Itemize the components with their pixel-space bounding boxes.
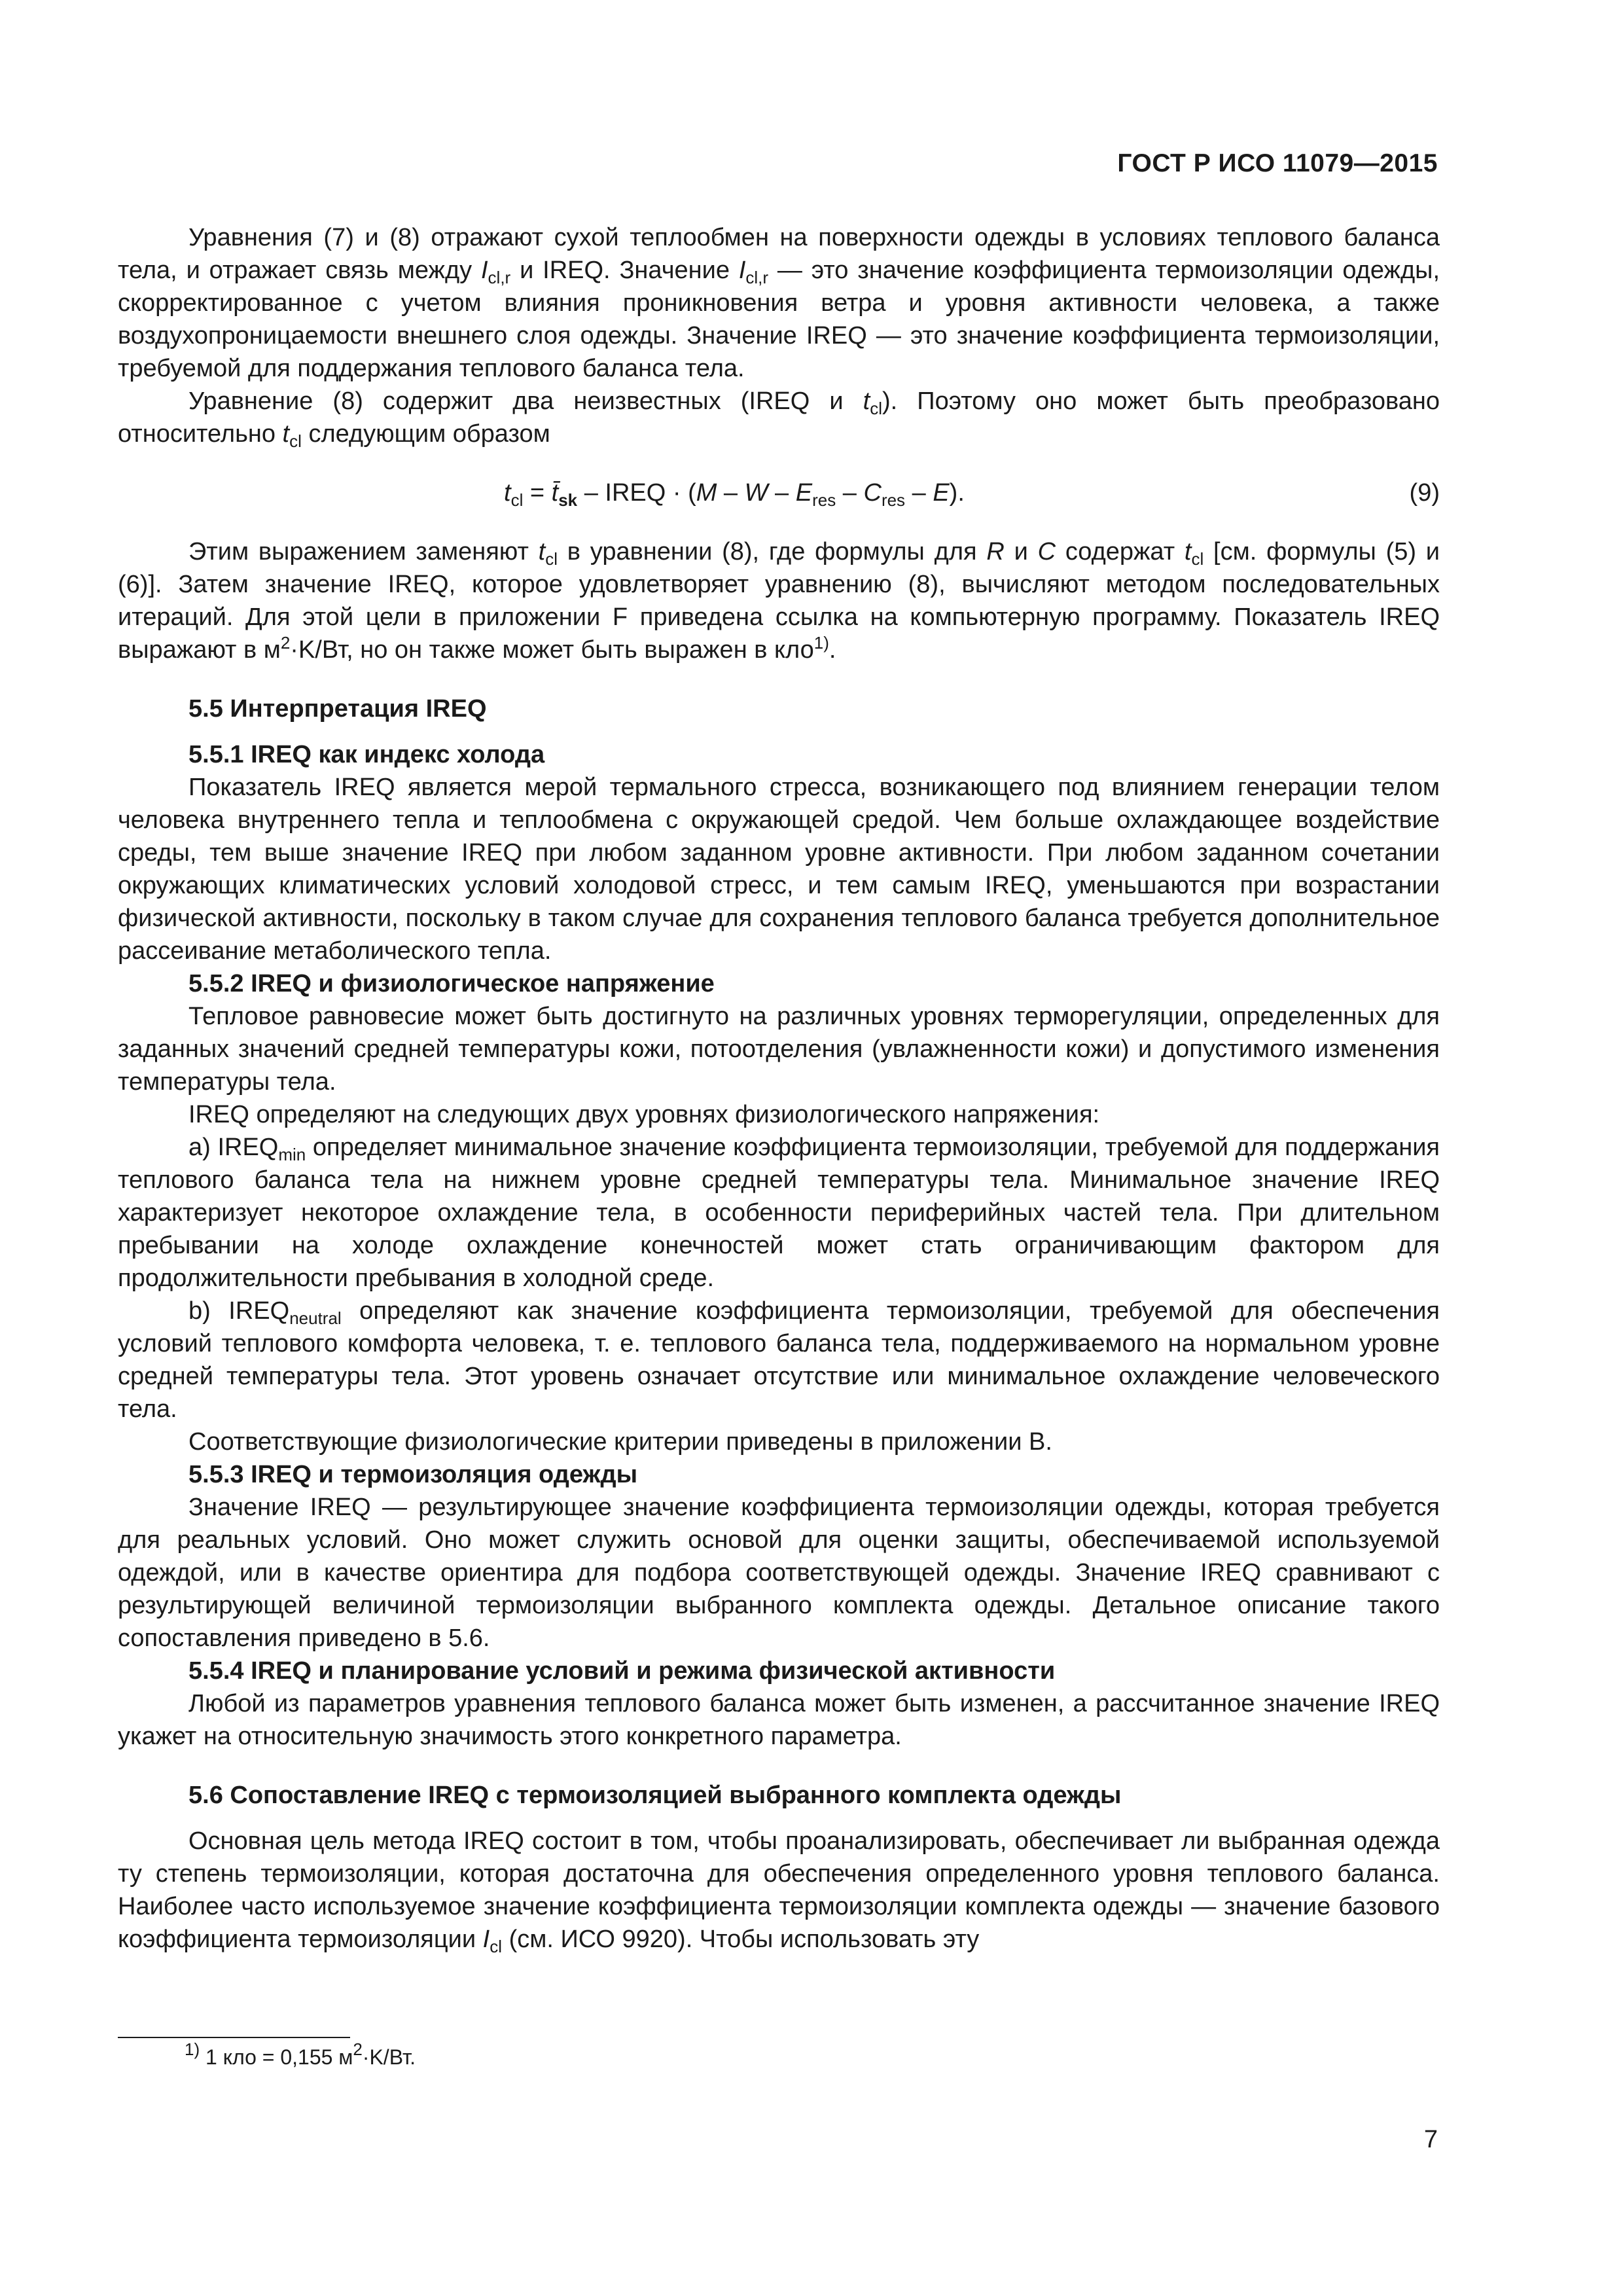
- paragraph-iteration: Этим выражением заменяют $t_{cl}$ в уравнении (8), где формулы для R и C содержат $t_{cl}$ [см. формулы (5) и (6)]. Затем значение IREQ, которое удовлетворяет уравнению (8), вычисляют методом последовательных итераций. Для этой цели в приложении F приведена ссылка на компьютерную программу. Показатель IREQ выражают в $м^2\cdot K/Вт$, но он также может быть выражен в кло$^{1)}$.: [118, 538, 1440, 664]
- equation-9: [118, 457, 1440, 529]
- footnote: $^{1)}$ 1 кло = 0,155 $м^2\cdot K/Вт$.: [185, 2039, 416, 2069]
- section-heading-5-5: 5.5 Интерпретация IREQ: [188, 695, 487, 723]
- paragraph-5-5-2-b: IREQ определяют на следующих двух уровнях физиологического напряжения:: [188, 1101, 1100, 1128]
- list-item-ireq-min: а) $IREQ_{min}$ определяет минимальное значение коэффициента термоизоляции, требуемой для поддержания теплового баланса тела на нижнем уровне средней температуры тела. Минимальное значение IREQ характеризует некоторое охлаждение тела, в особенности периферийных частей тела. При длительном пребывании на холоде охлаждение конечностей может стать ограничивающим фактором для продолжительности пребывания в холодной среде.: [118, 1134, 1440, 1292]
- section-heading-5-6: 5.6 Сопоставление IREQ с термоизоляцией выбранного комплекта одежды: [188, 1782, 1122, 1809]
- paragraph-equation-8: Уравнение (8) содержит два неизвестных (IREQ и $t_{cl}$). Поэтому оно может быть преобразовано относительно $t_{cl}$ следующим образом: [118, 387, 1440, 451]
- paragraph-5-5-2-a: Тепловое равновесие может быть достигнуто на различных уровнях терморегуляции, определенных для заданных значений средней температуры кожи, потоотделения (увлажненности кожи) и допустимого изменения температуры тела.: [118, 1003, 1440, 1096]
- paragraph-5-5-1: Показатель IREQ является мерой термального стресса, возникающего под влиянием генерации телом человека внутреннего тепла и теплообмена с окружающей средой. Чем больше охлаждающее воздействие среды, тем выше значение IREQ при любом заданном уровне активности. При любом заданном сочетании окружающих климатических условий холодовой стресс, и тем самым IREQ, уменьшаются при возрастании физической активности, поскольку в таком случае для сохранения теплового баланса требуется дополнительное рассеивание метаболического тепла.: [118, 774, 1440, 965]
- section-heading-5-5-3: 5.5.3 IREQ и термоизоляция одежды: [188, 1461, 638, 1488]
- footnote-divider: [118, 2037, 350, 2038]
- standard-header: ГОСТ Р ИСО 11079—2015: [1117, 149, 1438, 177]
- equation-number: (9): [1409, 479, 1440, 507]
- page-number: 7: [1423, 2126, 1438, 2153]
- section-heading-5-5-1: 5.5.1 IREQ как индекс холода: [188, 741, 545, 768]
- list-item-ireq-neutral: b) $IREQ_{neutral}$ определяют как значение коэффициента термоизоляции, требуемой для обеспечения условий теплового комфорта человека, т. е. теплового баланса тела, поддерживаемого на нормальном уровне средней температуры тела. Этот уровень означает отсутствие или минимальное охлаждение человеческого тела.: [118, 1297, 1440, 1423]
- paragraph-5-5-3: Значение IREQ — результирующее значение коэффициента термоизоляции одежды, которая требуется для реальных условий. Оно может служить основой для оценки защиты, обеспечиваемой используемой одеждой, или в качестве ориентира для подбора соответствующей одежды. Значение IREQ сравнивают с результирующей величиной термоизоляции выбранного комплекта одежды. Детальное описание такого сопоставления приведено в 5.6.: [118, 1494, 1440, 1652]
- section-heading-5-5-4: 5.5.4 IREQ и планирование условий и режима физической активности: [188, 1657, 1056, 1685]
- paragraph-5-5-2-criteria: Соответствующие физиологические критерии приведены в приложении В.: [188, 1428, 1052, 1456]
- paragraph-5-5-4: Любой из параметров уравнения теплового баланса может быть изменен, а рассчитанное значение IREQ укажет на относительную значимость этого конкретного параметра.: [118, 1690, 1440, 1750]
- paragraph-5-6: Основная цель метода IREQ состоит в том, чтобы проанализировать, обеспечивает ли выбранная одежда ту степень термоизоляции, которая достаточна для обеспечения определенного уровня теплового баланса. Наиболее часто используемое значение коэффициента термоизоляции комплекта одежды — значение базового коэффициента термоизоляции $I_{cl}$ (см. ИСО 9920). Чтобы использовать эту: [118, 1827, 1440, 1956]
- page-content: [118, 221, 1440, 1956]
- paragraph-equations-7-8: Уравнения (7) и (8) отражают сухой теплообмен на поверхности одежды в условиях теплового баланса тела, и отражает связь между $I_{cl,r}$ и IREQ. Значение $I_{cl,r}$ — это значение коэффициента термоизоляции одежды, скорректированное с учетом влияния проникновения ветра и уровня активности человека, а также воздухопроницаемости внешнего слоя одежды. Значение IREQ — это значение коэффициента термоизоляции, требуемой для поддержания теплового баланса тела.: [118, 224, 1440, 382]
- section-heading-5-5-2: 5.5.2 IREQ и физиологическое напряжение: [188, 970, 715, 997]
- equation-body: $t_{cl}$ = $t̄_{sk}$ – IREQ · (M – W – $E_{res} - C_{res} - E$).: [504, 479, 965, 510]
